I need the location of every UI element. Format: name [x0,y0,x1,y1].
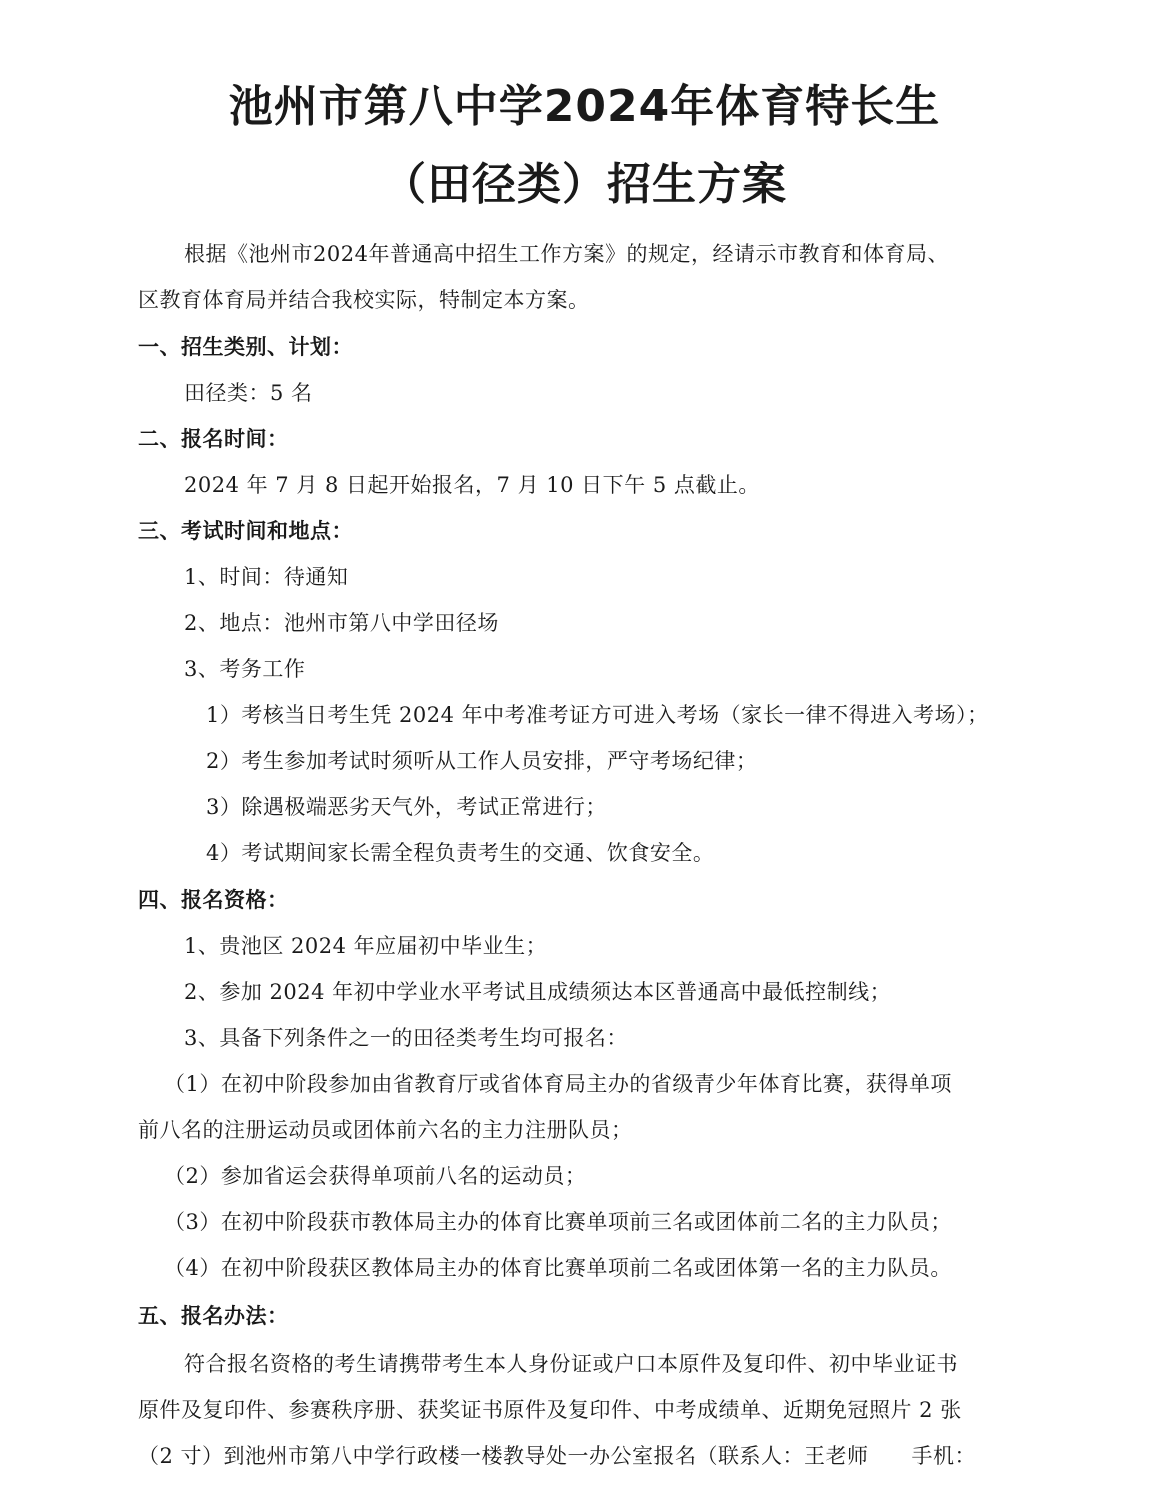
section-5-line-2: 原件及复印件、参赛秩序册、获奖证书原件及复印件、中考成绩单、近期免冠照片 2 张 [138,1398,962,1422]
section-4-condition-1-line-1: （1）在初中阶段参加由省教育厅或省体育局主办的省级青少年体育比赛，获得单项 [164,1072,952,1096]
section-3-item-1: 1、时间：待通知 [184,565,349,589]
section-4-item-1: 1、贵池区 2024 年应届初中毕业生； [184,934,548,958]
section-4-condition-4: （4）在初中阶段获区教体局主办的体育比赛单项前二名或团体第一名的主力队员。 [164,1256,952,1280]
section-3-item-3: 3、考务工作 [184,657,306,681]
section-1-heading: 一、招生类别、计划： [138,335,353,359]
intro-line-1: 根据《池州市2024年普通高中招生工作方案》的规定，经请示市教育和体育局、 [184,242,949,266]
section-3-item-2: 2、地点：池州市第八中学田径场 [184,611,499,635]
section-4-condition-3: （3）在初中阶段获市教体局主办的体育比赛单项前三名或团体前二名的主力队员； [164,1210,952,1234]
document-title-line-1: 池州市第八中学2024年体育特长生 [228,81,941,132]
section-3-heading: 三、考试时间和地点： [138,519,353,543]
section-2-content: 2024 年 7 月 8 日起开始报名，7 月 10 日下午 5 点截止。 [184,473,760,497]
section-5-line-1: 符合报名资格的考生请携带考生本人身份证或户口本原件及复印件、初中毕业证书 [184,1352,958,1376]
section-3-sub-4: 4）考试期间家长需全程负责考生的交通、饮食安全。 [206,841,715,865]
section-4-item-2: 2、参加 2024 年初中学业水平考试且成绩须达本区普通高中最低控制线； [184,980,892,1004]
section-3-sub-2: 2）考生参加考试时须听从工作人员安排，严守考场纪律； [206,749,758,773]
section-3-sub-3: 3）除遇极端恶劣天气外，考试正常进行； [206,795,607,819]
section-3-sub-1: 1）考核当日考生凭 2024 年中考准考证方可进入考场（家长一律不得进入考场）； [206,703,989,727]
section-4-item-3: 3、具备下列条件之一的田径类考生均可报名： [184,1026,628,1050]
section-5-line-3: （2 寸）到池州市第八中学行政楼一楼教导处一办公室报名（联系人：王老师 手机： [138,1444,977,1468]
section-4-condition-2: （2）参加省运会获得单项前八名的运动员； [164,1164,587,1188]
intro-line-2: 区教育体育局并结合我校实际，特制定本方案。 [138,288,590,312]
section-4-condition-1-line-2: 前八名的注册运动员或团体前六名的主力注册队员； [138,1118,633,1142]
section-5-heading: 五、报名办法： [138,1304,289,1328]
section-4-heading: 四、报名资格： [138,888,289,912]
section-2-heading: 二、报名时间： [138,427,289,451]
section-1-content: 田径类：5 名 [184,381,313,405]
document-title-line-2: （田径类）招生方案 [382,159,787,210]
